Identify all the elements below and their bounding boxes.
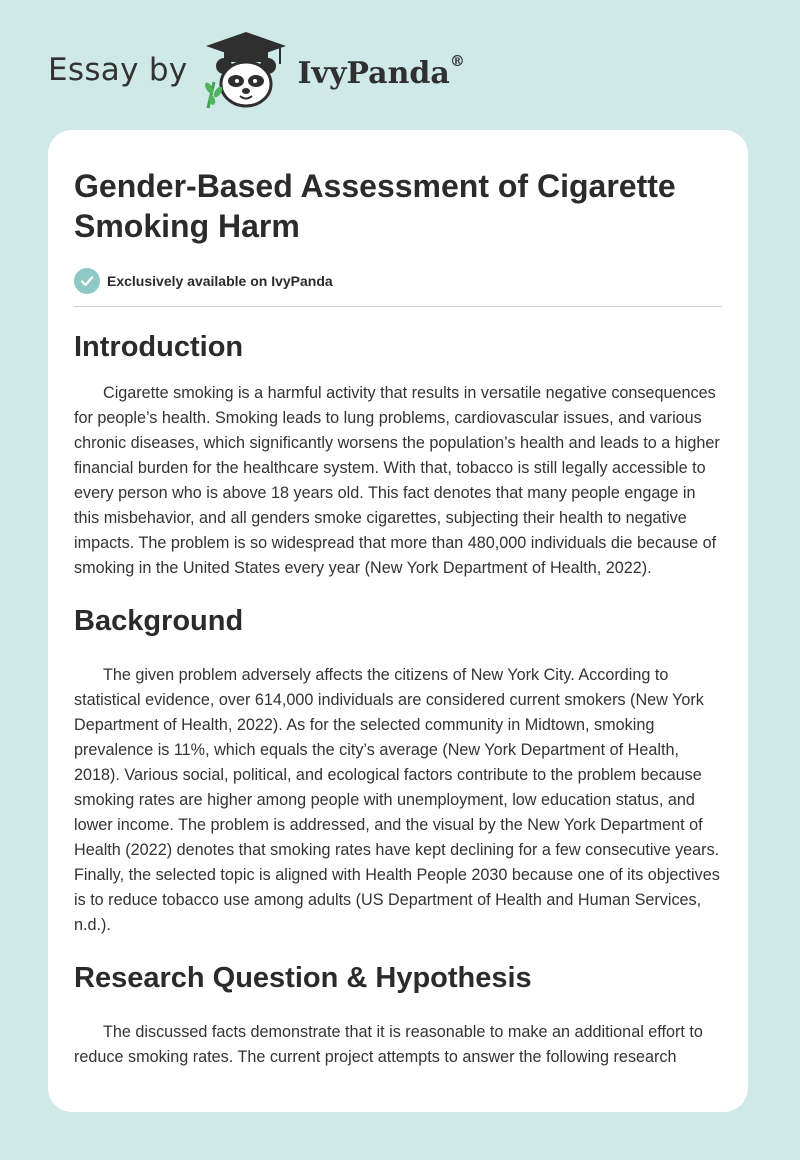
section-heading: Research Question & Hypothesis: [74, 962, 532, 994]
check-circle-icon: [74, 268, 100, 294]
exclusive-badge: [74, 268, 722, 294]
section-paragraph: The discussed facts demonstrate that it is reasonable to make an additional effort to reduce smoking rates. The current project attempts to answer the following research: [74, 1023, 703, 1066]
brand-header: [48, 30, 465, 110]
panda-logo-icon: [200, 30, 292, 110]
brand-name: IvyPanda®: [297, 51, 465, 91]
section-heading: Introduction: [74, 331, 244, 363]
section-background: [74, 603, 722, 938]
section-heading: Background: [74, 605, 244, 637]
brand-prefix: Essay by: [48, 52, 188, 88]
divider: [74, 306, 722, 307]
exclusive-badge-label: Exclusively available on IvyPanda: [107, 273, 333, 289]
section-paragraph: The given problem adversely affects the citizens of New York City. According to statistical evidence, over 614,000 individuals are considered current smokers (New York Department of Health, 2022). As for the selected community in Midtown, smoking prevalence is 11%, which equals the city’s average (New York Department of Health, 2018). Various social, political, and ecological factors contribute to the problem because smoking rates are higher among people with unemployment, low education status, and lower income. The problem is addressed, and the visual by the New York Department of Health (2022) denotes that smoking rates have kept declining for a few consecutive years. Finally, the selected topic is aligned with Health People 2030 because one of its objectives is to reduce tobacco use among adults (US Department of Health and Human Services, n.d.).: [74, 666, 720, 934]
section-research-question: [74, 960, 722, 1070]
section-introduction: [74, 329, 722, 581]
essay-card: [48, 130, 748, 1112]
section-paragraph: Cigarette smoking is a harmful activity that results in versatile negative consequences for people’s health. Smoking leads to lung problems, cardiovascular issues, and various chronic diseases, which significantly worsens the population’s health and leads to a higher financial burden for the healthcare system. With that, tobacco is still legally accessible to every person who is above 18 years old. This fact denotes that many people engage in this misbehavior, and all genders smoke cigarettes, subjecting their health to negative impacts. The problem is so widespread that more than 480,000 individuals die because of smoking in the United States every year (New York Department of Health, 2022).: [74, 384, 720, 577]
essay-title: Gender-Based Assessment of Cigarette Smoking Harm: [74, 168, 676, 244]
